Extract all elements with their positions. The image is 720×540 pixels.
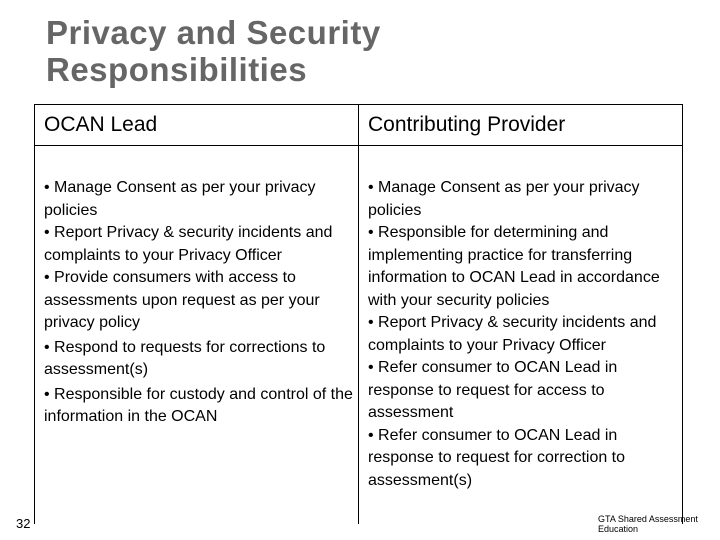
table-header-divider [34, 145, 683, 146]
footer-line-1: GTA Shared Assessment [598, 514, 698, 524]
header-contributing-provider: Contributing Provider [368, 113, 566, 136]
list-item: • Report Privacy & security incidents and complaints to your Privacy Officer [368, 314, 657, 354]
footer-line-2: Education [598, 524, 639, 534]
slide-title-line-1: Privacy and Security [46, 14, 381, 51]
list-item: • Responsible for custody and control of the information in the OCAN [44, 385, 353, 425]
table-column-divider [358, 104, 359, 524]
slide-title-line-2: Responsibilities [46, 51, 308, 88]
list-item: • Manage Consent as per your privacy policies [368, 179, 640, 219]
slide-title [46, 14, 686, 88]
list-item: • Refer consumer to OCAN Lead in response to request for correction to assessment(s) [368, 426, 626, 489]
list-item: • Report Privacy & security incidents and complaints to your Privacy Officer [44, 224, 333, 264]
ocan-lead-responsibilities [44, 177, 356, 429]
header-ocan-lead: OCAN Lead [44, 113, 158, 136]
list-item: • Provide consumers with access to assessments upon request as per your privacy policy [44, 269, 320, 331]
footer-credit [598, 514, 716, 534]
list-item: • Respond to requests for corrections to assessment(s) [44, 338, 326, 378]
contributing-provider-responsibilities [368, 177, 680, 492]
list-item: • Manage Consent as per your privacy policies [44, 179, 316, 219]
list-item: • Responsible for determining and implementing practice for transferring information to OCAN Lead in accordance with your security policies [368, 224, 660, 309]
list-item: • Refer consumer to OCAN Lead in response to request for access to assessment [368, 359, 618, 421]
page-number: 32 [16, 516, 31, 531]
